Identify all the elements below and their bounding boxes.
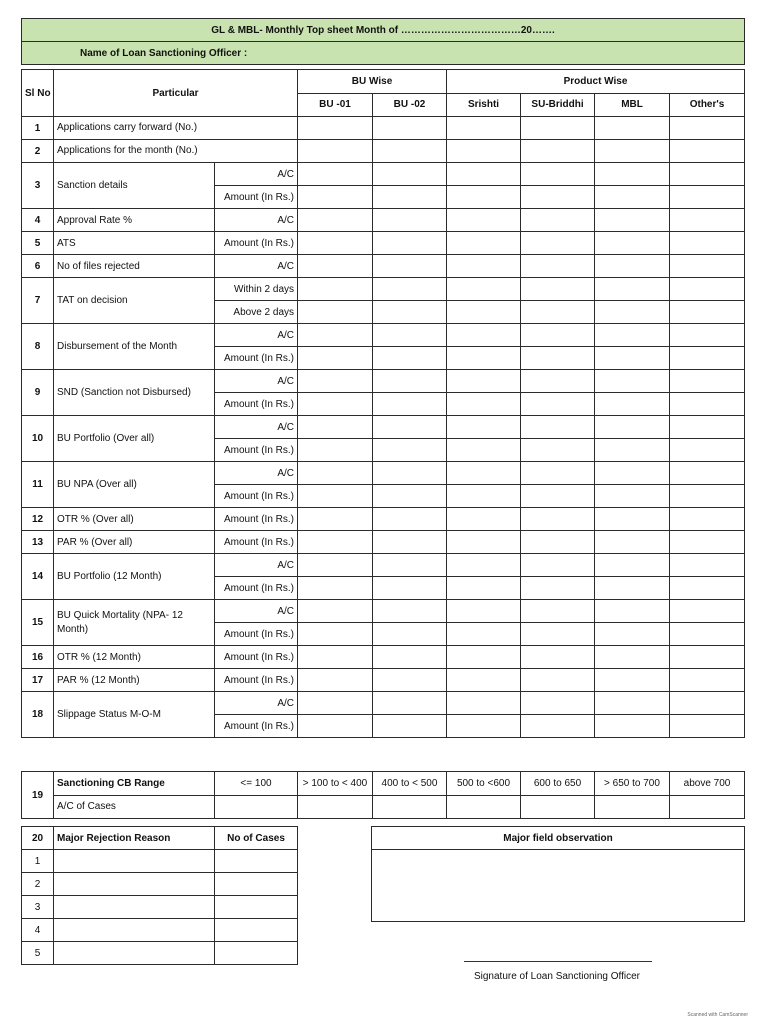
input-cell[interactable] [670, 669, 745, 692]
row-label: PAR % (Over all) [54, 531, 215, 554]
input-cell[interactable] [373, 278, 447, 301]
row-sub-label: A/C [215, 416, 298, 439]
input-cell[interactable] [298, 692, 373, 715]
row-label: BU Portfolio (Over all) [54, 416, 215, 462]
input-cell[interactable] [373, 163, 447, 186]
observation-title: Major field observation [372, 827, 745, 850]
input-cell[interactable] [373, 255, 447, 278]
observation-table [371, 826, 745, 922]
input-cell[interactable] [298, 209, 373, 232]
input-cell[interactable] [447, 278, 521, 301]
row-sub-label: Amount (In Rs.) [215, 439, 298, 462]
input-cell[interactable] [670, 577, 745, 600]
row-label: BU Portfolio (12 Month) [54, 554, 215, 600]
input-cell[interactable] [447, 623, 521, 646]
input-cell[interactable] [595, 715, 670, 738]
input-cell[interactable] [447, 324, 521, 347]
input-cell[interactable] [670, 623, 745, 646]
input-cell[interactable] [670, 301, 745, 324]
input-cell[interactable] [521, 715, 595, 738]
signature-label: Signature of Loan Sanctioning Officer [473, 971, 641, 982]
cb-range-cell: 400 to < 500 [373, 772, 447, 796]
input-cell[interactable] [670, 255, 745, 278]
input-cell[interactable] [521, 600, 595, 623]
input-cell[interactable] [521, 577, 595, 600]
input-cell[interactable] [447, 347, 521, 370]
row-sub-label: Amount (In Rs.) [215, 669, 298, 692]
input-cell[interactable] [54, 942, 215, 965]
input-cell[interactable] [447, 508, 521, 531]
cb-range-number: 19 [22, 772, 54, 819]
input-cell[interactable] [373, 577, 447, 600]
input-cell[interactable] [521, 795, 595, 819]
input-cell[interactable] [595, 623, 670, 646]
row-sub-label: A/C [215, 324, 298, 347]
main-table [21, 69, 745, 738]
input-cell[interactable] [595, 692, 670, 715]
input-cell[interactable] [373, 485, 447, 508]
input-cell[interactable] [521, 186, 595, 209]
input-cell[interactable] [670, 209, 745, 232]
input-cell[interactable] [521, 462, 595, 485]
input-cell[interactable] [670, 347, 745, 370]
observation-area[interactable] [372, 850, 745, 922]
input-cell[interactable] [670, 600, 745, 623]
input-cell[interactable] [298, 140, 373, 163]
input-cell[interactable] [670, 393, 745, 416]
row-number: 4 [22, 209, 54, 232]
row-sub-label: A/C [215, 600, 298, 623]
input-cell[interactable] [670, 163, 745, 186]
input-cell[interactable] [595, 646, 670, 669]
row-number: 6 [22, 255, 54, 278]
input-cell[interactable] [670, 416, 745, 439]
input-cell[interactable] [373, 600, 447, 623]
row-sub-label: Within 2 days [215, 278, 298, 301]
input-cell[interactable] [447, 485, 521, 508]
row-number: 7 [22, 278, 54, 324]
row-sub-label: A/C [215, 462, 298, 485]
row-number: 12 [22, 508, 54, 531]
cb-range-cell: > 650 to 700 [595, 772, 670, 796]
row-number: 9 [22, 370, 54, 416]
input-cell[interactable] [447, 393, 521, 416]
row-number: 5 [22, 232, 54, 255]
input-cell[interactable] [670, 508, 745, 531]
input-cell[interactable] [215, 850, 298, 873]
row-sub-label: A/C [215, 554, 298, 577]
row-label: Slippage Status M-O-M [54, 692, 215, 738]
input-cell[interactable] [521, 669, 595, 692]
input-cell[interactable] [298, 715, 373, 738]
row-label: SND (Sanction not Disbursed) [54, 370, 215, 416]
row-sub-label: Amount (In Rs.) [215, 508, 298, 531]
input-cell[interactable] [521, 623, 595, 646]
input-cell[interactable] [54, 896, 215, 919]
row-sub-label: Amount (In Rs.) [215, 577, 298, 600]
input-cell[interactable] [595, 324, 670, 347]
input-cell[interactable] [373, 186, 447, 209]
input-cell[interactable] [447, 715, 521, 738]
input-cell[interactable] [373, 140, 447, 163]
input-cell[interactable] [595, 531, 670, 554]
row-label: BU NPA (Over all) [54, 462, 215, 508]
input-cell[interactable] [298, 439, 373, 462]
input-cell[interactable] [373, 439, 447, 462]
input-cell[interactable] [373, 324, 447, 347]
row-label: Applications for the month (No.) [54, 140, 298, 163]
input-cell[interactable] [521, 324, 595, 347]
bu02-header: BU -02 [373, 93, 447, 117]
input-cell[interactable] [298, 795, 373, 819]
rejection-item-number: 4 [22, 919, 54, 942]
input-cell[interactable] [595, 439, 670, 462]
product-wise-header: Product Wise [447, 70, 745, 94]
input-cell[interactable] [447, 232, 521, 255]
input-cell[interactable] [670, 462, 745, 485]
input-cell[interactable] [373, 715, 447, 738]
row-sub-label: Amount (In Rs.) [215, 186, 298, 209]
sheet-title: GL & MBL- Monthly Top sheet Month of ………………………………20……. [22, 19, 745, 42]
input-cell[interactable] [595, 485, 670, 508]
row-label: Applications carry forward (No.) [54, 117, 298, 140]
input-cell[interactable] [373, 669, 447, 692]
row-sub-label: Amount (In Rs.) [215, 347, 298, 370]
input-cell[interactable] [447, 416, 521, 439]
row-sub-label: Amount (In Rs.) [215, 623, 298, 646]
no-of-cases-header: No of Cases [215, 827, 298, 850]
row-sub-label: A/C [215, 255, 298, 278]
input-cell[interactable] [298, 462, 373, 485]
input-cell[interactable] [373, 232, 447, 255]
input-cell[interactable] [298, 370, 373, 393]
input-cell[interactable] [670, 117, 745, 140]
input-cell[interactable] [595, 462, 670, 485]
row-label: Approval Rate % [54, 209, 215, 232]
srishti-header: Srishti [447, 93, 521, 117]
input-cell[interactable] [447, 117, 521, 140]
input-cell[interactable] [521, 117, 595, 140]
row-sub-label: Amount (In Rs.) [215, 646, 298, 669]
cb-range-cell: 600 to 650 [521, 772, 595, 796]
input-cell[interactable] [595, 393, 670, 416]
input-cell[interactable] [298, 278, 373, 301]
input-cell[interactable] [373, 370, 447, 393]
rejection-item-number: 1 [22, 850, 54, 873]
row-number: 18 [22, 692, 54, 738]
bu-wise-header: BU Wise [298, 70, 447, 94]
input-cell[interactable] [447, 462, 521, 485]
input-cell[interactable] [373, 531, 447, 554]
input-cell[interactable] [298, 508, 373, 531]
cb-range-cell: above 700 [670, 772, 745, 796]
input-cell[interactable] [521, 531, 595, 554]
row-number: 17 [22, 669, 54, 692]
input-cell[interactable] [298, 347, 373, 370]
input-cell[interactable] [447, 439, 521, 462]
input-cell[interactable] [521, 370, 595, 393]
row-number: 14 [22, 554, 54, 600]
input-cell[interactable] [447, 531, 521, 554]
input-cell[interactable] [215, 896, 298, 919]
input-cell[interactable] [298, 531, 373, 554]
row-sub-label: Amount (In Rs.) [215, 485, 298, 508]
input-cell[interactable] [521, 232, 595, 255]
input-cell[interactable] [54, 850, 215, 873]
input-cell[interactable] [298, 324, 373, 347]
input-cell[interactable] [521, 301, 595, 324]
input-cell[interactable] [447, 370, 521, 393]
row-number: 15 [22, 600, 54, 646]
input-cell[interactable] [595, 209, 670, 232]
input-cell[interactable] [521, 278, 595, 301]
rejection-item-number: 2 [22, 873, 54, 896]
input-cell[interactable] [298, 186, 373, 209]
input-cell[interactable] [670, 646, 745, 669]
row-sub-label: A/C [215, 370, 298, 393]
row-number: 13 [22, 531, 54, 554]
row-label: PAR % (12 Month) [54, 669, 215, 692]
input-cell[interactable] [595, 140, 670, 163]
input-cell[interactable] [670, 531, 745, 554]
input-cell[interactable] [447, 795, 521, 819]
cb-range-cell: <= 100 [215, 772, 298, 796]
rejection-table [21, 826, 298, 965]
input-cell[interactable] [373, 554, 447, 577]
officer-name-label: Name of Loan Sanctioning Officer : [22, 42, 745, 65]
input-cell[interactable] [521, 508, 595, 531]
row-label: BU Quick Mortality (NPA- 12 Month) [54, 600, 215, 646]
input-cell[interactable] [521, 393, 595, 416]
input-cell[interactable] [373, 393, 447, 416]
input-cell[interactable] [595, 669, 670, 692]
input-cell[interactable] [447, 301, 521, 324]
bu01-header: BU -01 [298, 93, 373, 117]
input-cell[interactable] [298, 646, 373, 669]
row-sub-label: Amount (In Rs.) [215, 531, 298, 554]
input-cell[interactable] [595, 554, 670, 577]
rejection-number: 20 [22, 827, 54, 850]
input-cell[interactable] [298, 485, 373, 508]
input-cell[interactable] [373, 209, 447, 232]
input-cell[interactable] [298, 669, 373, 692]
input-cell[interactable] [595, 508, 670, 531]
particular-header: Particular [54, 70, 298, 117]
input-cell[interactable] [595, 163, 670, 186]
input-cell[interactable] [670, 715, 745, 738]
su-briddhi-header: SU-Briddhi [521, 93, 595, 117]
input-cell[interactable] [595, 117, 670, 140]
cb-range-sub-label: A/C of Cases [54, 795, 215, 819]
input-cell[interactable] [298, 255, 373, 278]
input-cell[interactable] [373, 347, 447, 370]
row-number: 11 [22, 462, 54, 508]
input-cell[interactable] [298, 117, 373, 140]
row-label: No of files rejected [54, 255, 215, 278]
input-cell[interactable] [595, 255, 670, 278]
row-label: OTR % (Over all) [54, 508, 215, 531]
input-cell[interactable] [215, 942, 298, 965]
input-cell[interactable] [670, 370, 745, 393]
input-cell[interactable] [373, 117, 447, 140]
input-cell[interactable] [670, 439, 745, 462]
input-cell[interactable] [447, 600, 521, 623]
input-cell[interactable] [298, 301, 373, 324]
input-cell[interactable] [595, 577, 670, 600]
input-cell[interactable] [298, 416, 373, 439]
cb-range-table [21, 771, 745, 819]
row-label: ATS [54, 232, 215, 255]
input-cell[interactable] [447, 163, 521, 186]
input-cell[interactable] [670, 324, 745, 347]
input-cell[interactable] [670, 554, 745, 577]
input-cell[interactable] [215, 873, 298, 896]
input-cell[interactable] [298, 393, 373, 416]
input-cell[interactable] [521, 692, 595, 715]
mbl-header: MBL [595, 93, 670, 117]
row-label: OTR % (12 Month) [54, 646, 215, 669]
input-cell[interactable] [521, 209, 595, 232]
input-cell[interactable] [447, 140, 521, 163]
input-cell[interactable] [670, 232, 745, 255]
scanner-watermark: Scanned with CamScanner [687, 1012, 748, 1018]
row-sub-label: A/C [215, 692, 298, 715]
row-sub-label: A/C [215, 209, 298, 232]
input-cell[interactable] [521, 347, 595, 370]
cb-range-cell: 500 to <600 [447, 772, 521, 796]
input-cell[interactable] [447, 646, 521, 669]
cb-range-title: Sanctioning CB Range [54, 772, 215, 796]
row-label: TAT on decision [54, 278, 215, 324]
input-cell[interactable] [521, 554, 595, 577]
input-cell[interactable] [595, 416, 670, 439]
input-cell[interactable] [595, 347, 670, 370]
input-cell[interactable] [447, 669, 521, 692]
input-cell[interactable] [373, 623, 447, 646]
input-cell[interactable] [54, 919, 215, 942]
input-cell[interactable] [521, 416, 595, 439]
input-cell[interactable] [215, 919, 298, 942]
sl-no-header: Sl No [22, 70, 54, 117]
input-cell[interactable] [373, 795, 447, 819]
input-cell[interactable] [521, 255, 595, 278]
input-cell[interactable] [670, 186, 745, 209]
row-number: 16 [22, 646, 54, 669]
row-number: 10 [22, 416, 54, 462]
row-sub-label: Amount (In Rs.) [215, 393, 298, 416]
row-sub-label: Amount (In Rs.) [215, 715, 298, 738]
title-table [21, 18, 745, 65]
row-number: 2 [22, 140, 54, 163]
input-cell[interactable] [373, 416, 447, 439]
input-cell[interactable] [595, 278, 670, 301]
input-cell[interactable] [447, 692, 521, 715]
input-cell[interactable] [595, 301, 670, 324]
input-cell[interactable] [595, 232, 670, 255]
row-label: Sanction details [54, 163, 215, 209]
input-cell[interactable] [670, 278, 745, 301]
others-header: Other's [670, 93, 745, 117]
input-cell[interactable] [447, 577, 521, 600]
input-cell[interactable] [521, 439, 595, 462]
input-cell[interactable] [447, 554, 521, 577]
input-cell[interactable] [298, 623, 373, 646]
input-cell[interactable] [373, 301, 447, 324]
input-cell[interactable] [298, 600, 373, 623]
cb-range-cell: > 100 to < 400 [298, 772, 373, 796]
input-cell[interactable] [298, 232, 373, 255]
input-cell[interactable] [54, 873, 215, 896]
input-cell[interactable] [373, 462, 447, 485]
row-number: 3 [22, 163, 54, 209]
input-cell[interactable] [595, 600, 670, 623]
row-number: 8 [22, 324, 54, 370]
input-cell[interactable] [670, 795, 745, 819]
input-cell[interactable] [670, 140, 745, 163]
input-cell[interactable] [595, 370, 670, 393]
input-cell[interactable] [215, 795, 298, 819]
rejection-item-number: 3 [22, 896, 54, 919]
row-sub-label: Above 2 days [215, 301, 298, 324]
rejection-item-number: 5 [22, 942, 54, 965]
input-cell[interactable] [447, 255, 521, 278]
input-cell[interactable] [373, 508, 447, 531]
row-sub-label: Amount (In Rs.) [215, 232, 298, 255]
row-number: 1 [22, 117, 54, 140]
input-cell[interactable] [595, 795, 670, 819]
input-cell[interactable] [595, 186, 670, 209]
input-cell[interactable] [447, 209, 521, 232]
input-cell[interactable] [670, 485, 745, 508]
input-cell[interactable] [298, 577, 373, 600]
input-cell[interactable] [373, 646, 447, 669]
input-cell[interactable] [298, 554, 373, 577]
input-cell[interactable] [298, 163, 373, 186]
input-cell[interactable] [521, 163, 595, 186]
input-cell[interactable] [521, 140, 595, 163]
row-sub-label: A/C [215, 163, 298, 186]
input-cell[interactable] [521, 485, 595, 508]
input-cell[interactable] [670, 692, 745, 715]
input-cell[interactable] [447, 186, 521, 209]
input-cell[interactable] [373, 692, 447, 715]
signature-line [464, 961, 652, 962]
row-label: Disbursement of the Month [54, 324, 215, 370]
rejection-title: Major Rejection Reason [54, 827, 215, 850]
input-cell[interactable] [521, 646, 595, 669]
